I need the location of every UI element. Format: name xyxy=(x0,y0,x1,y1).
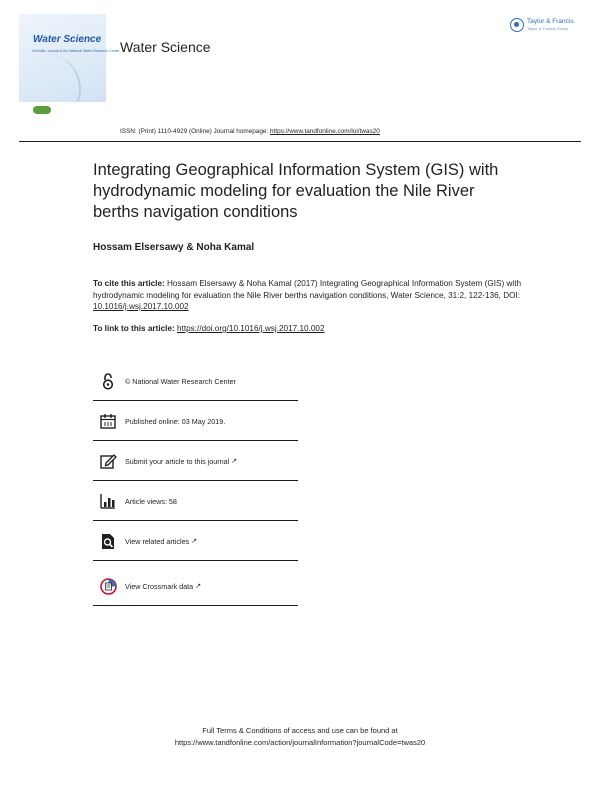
journal-name: Water Science xyxy=(120,39,211,55)
article-link-line xyxy=(93,324,325,333)
article-doi-link[interactable]: https://doi.org/10.1016/j.wsj.2017.10.002 xyxy=(177,324,325,333)
external-link-icon: ↗ xyxy=(195,583,202,590)
journal-homepage-link[interactable]: https://www.tandfonline.com/loi/twas20 xyxy=(270,128,380,135)
article-title: Integrating Geographical Information System (GIS) with hydrodynamic modeling for evaluation the Nile River berths navigation conditions xyxy=(93,161,499,221)
publisher-logo[interactable] xyxy=(510,18,574,32)
taylor-francis-logo-icon xyxy=(510,18,524,32)
footer xyxy=(0,725,600,749)
crossmark-icon xyxy=(99,577,117,595)
article-views-row xyxy=(93,482,298,521)
crossmark-row[interactable] xyxy=(93,567,298,606)
cite-doi-link[interactable]: 10.1016/j.wsj.2017.10.002 xyxy=(93,302,189,311)
related-articles-row[interactable] xyxy=(93,522,298,561)
cover-title: Water Science xyxy=(33,34,102,45)
copyright-text: © National Water Research Center xyxy=(125,376,236,386)
cover-footer xyxy=(19,102,106,128)
calendar-icon xyxy=(99,412,117,430)
cite-label: To cite this article: xyxy=(93,279,168,288)
external-link-icon: ↗ xyxy=(231,458,238,465)
publisher-logo-name: Taylor & Francis xyxy=(527,18,574,25)
published-online-text: Published online: 03 May 2019. xyxy=(125,416,226,426)
cite-text: Hossam Elsersawy & Noha Kamal (2017) Integrating Geographical Information System (GIS) with hydrodynamic modeling for evaluation the Nile River berths navigation conditions, Water Science, 31:2, 122-136, DOI: xyxy=(93,279,522,300)
related-articles-icon xyxy=(99,532,117,550)
related-articles-link[interactable]: View related articles xyxy=(125,536,190,546)
footer-line-1: Full Terms & Conditions of access and use can be found at xyxy=(202,726,398,735)
header-divider xyxy=(19,141,581,142)
citation-block xyxy=(93,278,533,313)
nwrc-logo-icon xyxy=(33,106,51,114)
issn-line xyxy=(120,128,380,135)
publisher-logo-tagline: Taylor & Francis Group xyxy=(527,26,568,31)
submit-article-link[interactable]: Submit your article to this journal xyxy=(125,456,230,466)
copyright-row xyxy=(93,362,298,401)
external-link-icon: ↗ xyxy=(191,538,198,545)
bar-chart-icon xyxy=(99,492,117,510)
article-authors: Hossam Elsersawy & Noha Kamal xyxy=(93,242,255,253)
journal-cover-image xyxy=(19,14,120,128)
crossmark-link[interactable]: View Crossmark data xyxy=(125,581,194,591)
open-access-icon xyxy=(99,372,117,390)
issn-text: ISSN: (Print) 1110-4929 (Online) Journal homepage: xyxy=(120,128,271,135)
article-views-text: Article views: 58 xyxy=(125,496,177,506)
link-label: To link to this article: xyxy=(93,324,178,333)
edit-icon xyxy=(99,452,117,470)
published-online-row xyxy=(93,402,298,441)
footer-terms-link[interactable]: https://www.tandfonline.com/action/journalInformation?journalCode=twas20 xyxy=(174,738,426,747)
cover-subtitle: Scientific Journal of the National Water Research Center xyxy=(32,49,120,53)
submit-article-row[interactable] xyxy=(93,442,298,481)
